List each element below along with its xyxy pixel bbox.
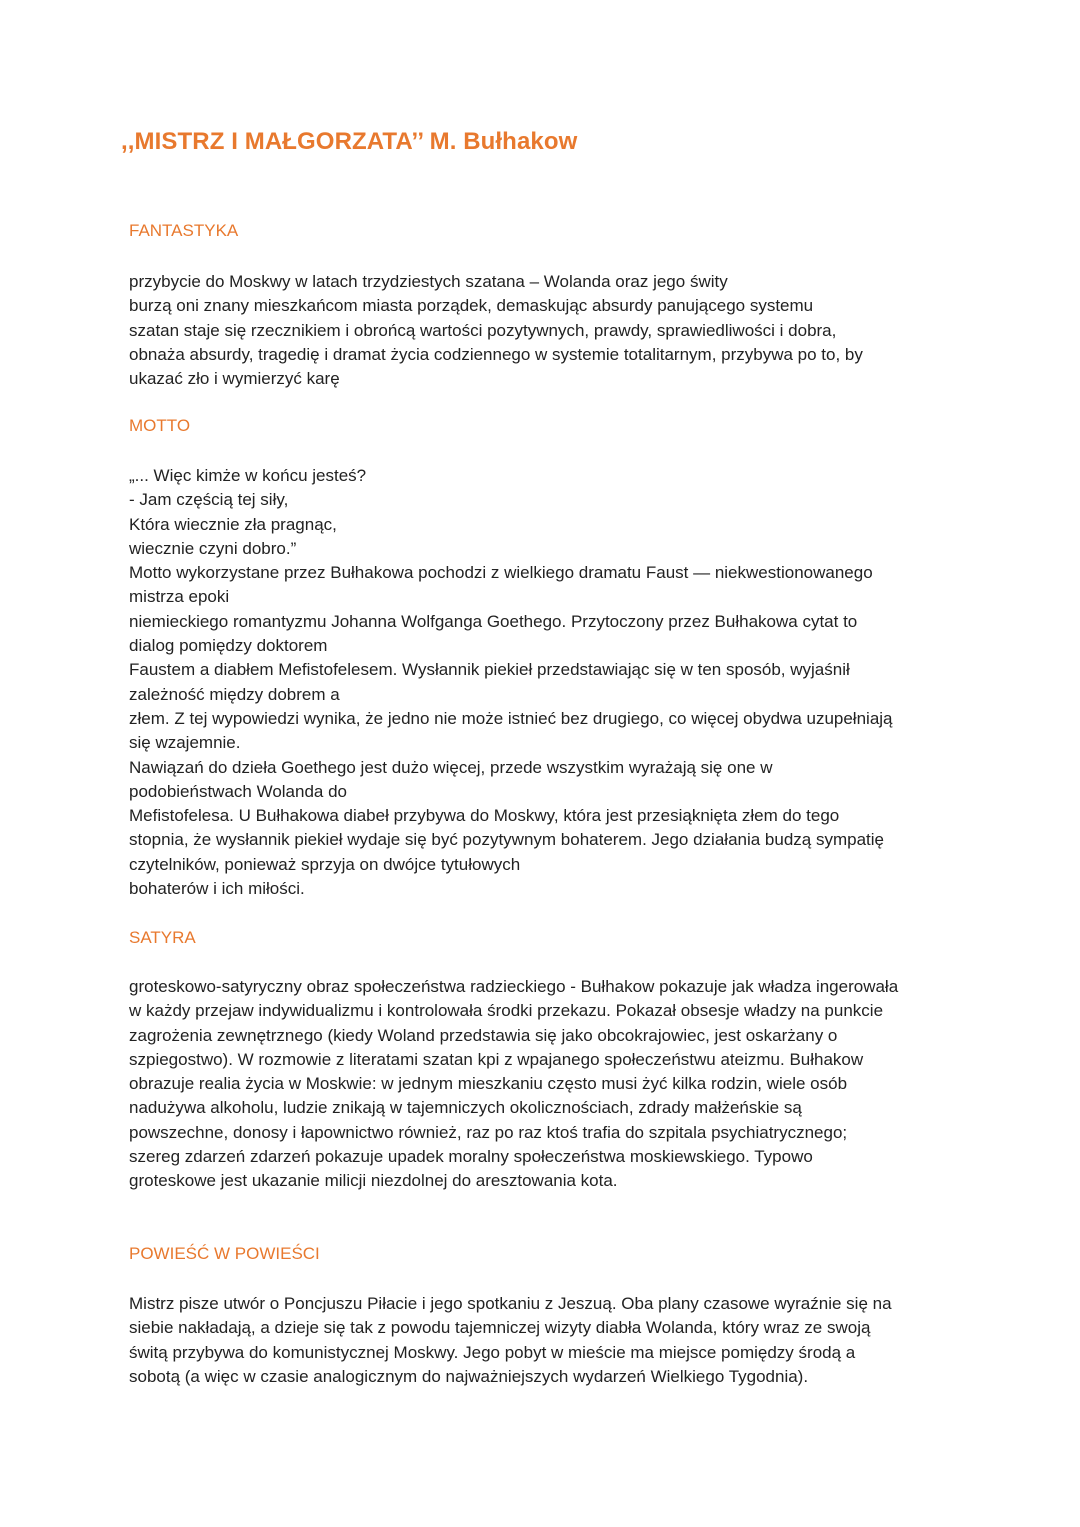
text-line: groteskowo-satyryczny obraz społeczeństwa radzieckiego - Bułhakow pokazuje jak władza ingerowała bbox=[129, 977, 899, 996]
text-line: Która wiecznie zła pragnąc, bbox=[129, 514, 337, 534]
section-body-powiesc-w-powiesci bbox=[129, 1292, 959, 1389]
section-heading-fantastyka: FANTASTYKA bbox=[129, 221, 239, 240]
text-line: sobotą (a więc w czasie analogicznym do najważniejszych wydarzeń Wielkiego Tygodnia). bbox=[129, 1366, 809, 1386]
text-line: złem. Z tej wypowiedzi wynika, że jedno nie może istnieć bez drugiego, co więcej obydwa uzupełniają bbox=[129, 708, 893, 728]
text-line: niemieckiego romantyzmu Johanna Wolfganga Goethego. Przytoczony przez Bułhakowa cytat to bbox=[129, 611, 858, 631]
text-line: Faustem a diabłem Mefistofelesem. Wysłannik piekieł przedstawiając się w ten sposób, wyjaśnił bbox=[129, 660, 850, 680]
text-line: Mistrz pisze utwór o Poncjuszu Piłacie i jego spotkaniu z Jeszuą. Oba plany czasowe wyraźnie się na bbox=[129, 1294, 892, 1313]
section-heading-powiesc-w-powiesci: POWIEŚĆ W POWIEŚCI bbox=[129, 1244, 320, 1263]
text-line: powszechne, donosy i łapownictwo również, raz po raz ktoś trafia do szpitala psychiatrycznego; bbox=[129, 1122, 848, 1142]
text-line: czytelników, ponieważ sprzyja on dwójce tytułowych bbox=[129, 854, 521, 874]
section-heading-satyra: SATYRA bbox=[129, 928, 196, 947]
text-line: siebie nakładają, a dzieje się tak z powodu tajemniczej wizyty diabła Wolanda, który wraz ze swoją bbox=[129, 1318, 871, 1338]
section-body-motto bbox=[129, 464, 959, 901]
section-body-fantastyka bbox=[129, 270, 959, 391]
text-line: zagrożenia zewnętrznego (kiedy Woland przedstawia się jako obcokrajowiec, jest oskarżany o bbox=[129, 1025, 838, 1045]
text-line: obrazuje realia życia w Moskwie: w jednym mieszkaniu często musi żyć kilka rodzin, wiele osób bbox=[129, 1074, 848, 1094]
text-line: bohaterów i ich miłości. bbox=[129, 879, 305, 899]
text-line: burzą oni znany mieszkańcom miasta porządek, demaskując absurdy panującego systemu bbox=[129, 296, 814, 316]
text-line: dialog pomiędzy doktorem bbox=[129, 636, 328, 656]
text-line: groteskowe jest ukazanie milicji niezdolnej do aresztowania kota. bbox=[129, 1171, 618, 1191]
text-line: się wzajemnie. bbox=[129, 733, 241, 753]
text-line: „... Więc kimże w końcu jesteś? bbox=[129, 466, 367, 485]
text-line: Nawiązań do dzieła Goethego jest dużo więcej, przede wszystkim wyrażają się one w bbox=[129, 757, 773, 777]
text-line: w każdy przejaw indywidualizmu i kontrolowała środki przekazu. Pokazał obsesje władzy na punkcie bbox=[129, 1001, 884, 1021]
section-body-satyra bbox=[129, 975, 959, 1194]
text-line: nadużywa alkoholu, ludzie znikają w tajemniczych okolicznościach, zdrady małżeńskie są bbox=[129, 1098, 802, 1118]
text-line: - Jam częścią tej siły, bbox=[129, 490, 289, 510]
document-title: ,,MISTRZ I MAŁGORZATA’’ M. Bułhakow bbox=[121, 128, 578, 155]
text-line: stopnia, że wysłannik piekieł wydaje się być pozytywnym bohaterem. Jego działania budzą sympatię bbox=[129, 830, 884, 850]
text-line: świtą przybywa do komunistycznej Moskwy. Jego pobyt w mieście ma miejsce pomiędzy środą a bbox=[129, 1342, 856, 1362]
text-line: szatan staje się rzecznikiem i obrońcą wartości pozytywnych, prawdy, sprawiedliwości i dobra, bbox=[129, 320, 837, 340]
section-heading-motto: MOTTO bbox=[129, 416, 191, 435]
text-line: mistrza epoki bbox=[129, 587, 230, 607]
text-line: przybycie do Moskwy w latach trzydziestych szatana – Wolanda oraz jego świty bbox=[129, 272, 728, 291]
text-line: Mefistofelesa. U Bułhakowa diabeł przybywa do Moskwy, która jest przesiąknięta złem do tego bbox=[129, 806, 840, 826]
text-line: szpiegostwo). W rozmowie z literatami szatan kpi z wpajanego społeczeństwu ateizmu. Bułhakow bbox=[129, 1049, 864, 1069]
text-line: szereg zdarzeń zdarzeń pokazuje upadek moralny społeczeństwa moskiewskiego. Typowo bbox=[129, 1147, 813, 1167]
text-line: zależność między dobrem a bbox=[129, 684, 340, 704]
text-line: podobieństwach Wolanda do bbox=[129, 781, 348, 801]
text-line: Motto wykorzystane przez Bułhakowa pochodzi z wielkiego dramatu Faust — niekwestionowanego bbox=[129, 563, 873, 583]
text-line: ukazać zło i wymierzyć karę bbox=[129, 369, 340, 389]
text-line: obnaża absurdy, tragedię i dramat życia codziennego w systemie totalitarnym, przybywa po to, by bbox=[129, 344, 863, 364]
text-line: wiecznie czyni dobro.” bbox=[129, 538, 297, 558]
